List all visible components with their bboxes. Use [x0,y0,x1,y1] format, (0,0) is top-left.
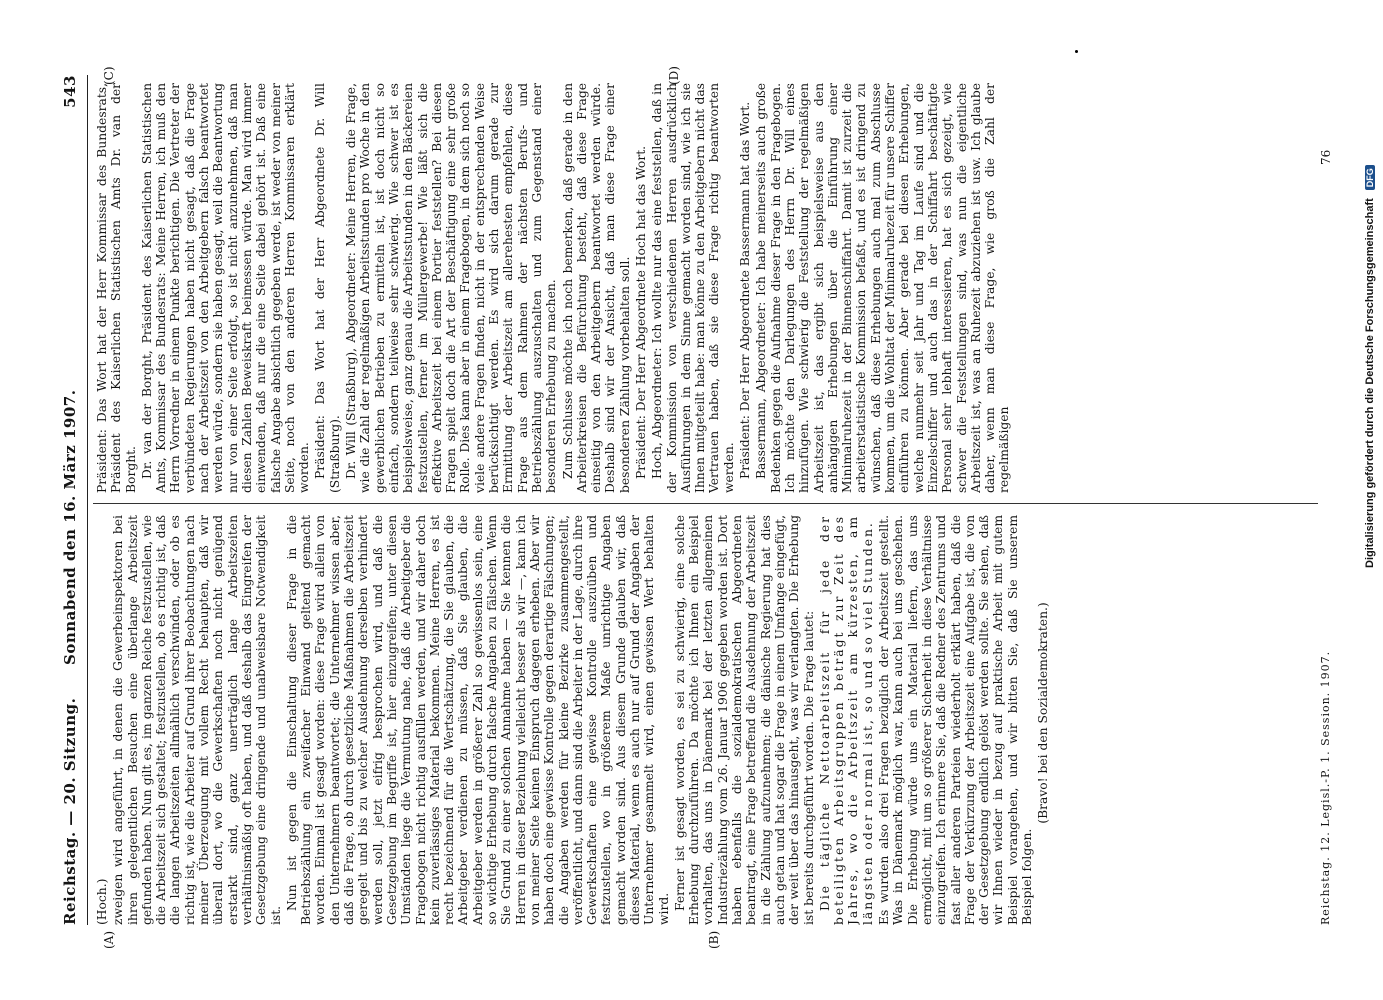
speaker-head: (Hoch.) [95,878,109,925]
signature-mark: 76 [1319,149,1333,165]
header-date: Sonnabend den 16. März 1907. [61,389,79,665]
left-quote: Die tägliche Nettoarbeitszeit für jede der beteiligten Arbeitsgruppen beträgt zur Zeit des Jahres, wo die Arbeitszeit am kürzesten, am längsten oder normal ist, so und so viel Stunden. [817,515,875,925]
right-paragraph-4: Dr. Will (Straßburg), Abgeordneter: Meine Herren, die Frage, wie die Zahl der regelmäßigen Arbeitsstunden pro Woche in den gewerblichen Betrieben zu ermitteln ist, ist doch nicht so einfach, sondern teilweise sehr schwierig. Wie schwer ist es beispielsweise, ganz genau die Arbeitsstunden in den Bäckereien festzustellen, ferner im Müllergewerbe! Wie läßt sich die effektive Arbeitszeit bei einem Portier feststellen? Bei diesen Fragen spielt doch die Art der Beschäftigung eine sehr große Rolle. Dies kann aber in einem Fragebogen, in dem sich noch so viele andere Fragen finden, nicht in der entsprechenden Weise berücksichtigt werden. Es wird sich darum gerade zur Ermittlung der Arbeitszeit am allerehesten empfehlen, diese Frage aus dem Rahmen der nächsten Berufs- und Betriebszählung auszuschalten und zum Gegenstand einer besonderen Erhebung zu machen. [344,83,559,493]
right-paragraph-5: Zum Schlusse möchte ich noch bemerken, daß gerade in den Arbeiterkreisen die Befürchtung besteht, daß diese Frage einseitig von den Arbeitgebern beantwortet werden würde. Deshalb sind wir der Ansicht, daß man diese Frage einer besonderen Zählung vorbehalten soll. [560,83,632,493]
right-paragraph-2: Dr. van der Borght, Präsident des Kaiserlichen Statistischen Amts, Kommissar des Bundesrats: Meine Herren, ich muß den Herrn Vorredner in einem Punkte berichtigen. Die Vertreter der verbündeten Regierungen haben nicht gesagt, daß die Frage nach der Arbeitszeit von den Arbeitgebern falsch beantwortet werden würde, sondern sie haben gesagt, weil die Beantwortung nur von einer Seite erfolgt, so ist nicht anzunehmen, daß man diesen Zahlen Beweiskraft beimessen würde. Man wird immer einwenden, daß nur die eine Seite dabei gehört ist. Daß eine falsche Angabe absichtlich gegeben werde, ist weder von meiner Seite, noch von den anderen Herren Kommissaren erklärt worden. [139,83,312,493]
left-paragraph-5: Es wurden also drei Fragen bezüglich der Arbeitszeit gestellt. Was in Dänemark möglich war, kann auch bei uns geschehen. Die Erhebung würde uns ein Material liefern, das uns ermöglicht, mit um so größerer Sicherheit in diese Verhältnisse einzugreifen. Ich erinnere Sie, daß die Redner des Zentrums und fast aller anderen Parteien wiederholt erklärt haben, daß die Frage der Verkürzung der Arbeitszeit eine Aufgabe ist, die von der Gesetzgebung endlich gelöst werden sollte. Sie sehen, daß wir Ihnen wieder in bezug auf praktische Arbeit mit gutem Beispiel vorangehen, und wir bitten Sie, daß Sie unserem Beispiel folgen. [877,515,1034,925]
page-header [57,75,87,925]
marker-a: (A) [102,930,116,949]
marker-b: (B) [707,930,721,949]
page-footer [1319,651,1332,925]
right-paragraph-8: Präsident: Der Herr Abgeordnete Bassermann hat das Wort. [738,101,753,479]
right-paragraph-1: Präsident: Das Wort hat der Herr Kommissar des Bundesrats, Präsident des Kaiserlichen Statistischen Amts Dr. van der Borght. [95,83,138,493]
left-column [95,515,1335,925]
left-paragraph-1: zweigen wird angeführt, in denen die Gewerbeinspektoren bei ihren gelegentlichen Besuchen eine überlange Arbeitszeit gefunden haben. Nun gilt es, im ganzen Reiche festzustellen, wie die Arbeitszeit sich gestaltet; festzustellen, ob es richtig ist, daß die langen Arbeitszeiten allmählich verschwinden, oder ob es richtig ist, wie die Arbeiter auf Grund ihrer Beobachtungen nach meiner Überzeugung mit vollem Recht behaupten, daß wir überall dort, wo die Gewerkschaften noch nicht genügend erstarkt sind, ganz unerträglich lange Arbeitszeiten verhältnismäßig oft haben, und daß deshalb das Eingreifen der Gesetzgebung eine dringende und unabweisbare Notwendigkeit ist. [111,515,283,925]
marker-c: (C) [102,66,116,85]
attribution-strip [1360,8,1382,568]
left-paragraph-3: Ferner ist gesagt worden, es sei zu schwierig, eine solche Erhebung durchzuführen. Da möchte ich Ihnen ein Beispiel vorhalten, das uns in Dänemark bei der letzten allgemeinen Industriezählung vom 26. Januar 1906 gegeben worden ist. Dort haben ebenfalls die sozialdemokratischen Abgeordneten beantragt, eine Frage betreffend die Ausdehnung der Arbeitszeit in die Zählung aufzunehmen; die dänische Regierung hat dies auch getan und hat sogar die Frage in einem Umfange eingefügt, der weit über das hinausgeht, was wir verlangten. Die Erhebung ist bereits durchgeführt worden. Die Frage lautet: [672,515,816,925]
dfg-logo: DFG [1365,165,1375,190]
applause-note: (Bravo! bei den Sozialdemokraten.) [1036,602,1051,824]
right-paragraph-6: Präsident: Der Herr Abgeordnete Hoch hat das Wort. [633,145,648,479]
left-paragraph-2: Nun ist gegen die Einschaltung dieser Frage in die Betriebszählung ein zweifacher Einwand geltend gemacht worden. Einmal ist gesagt worden: diese Frage wird allein von den Unternehmern beantwortet; die Unternehmer wissen aber, daß die Frage, ob durch gesetzliche Maßnahmen die Arbeitszeit geregelt und bis zu welcher Ausdehnung derselben verhindert werden soll, jetzt eifrig besprochen wird, und daß die Gesetzgebung im Begriffe ist, hier einzugreifen; unter diesen Umständen liege die Vermutung nahe, daß die Arbeitgeber die Fragebogen nicht richtig ausfüllen werden, und wir daher doch kein zuverlässiges Material bekommen. Meine Herren, es ist recht bezeichnend für die Wertschätzung, die Sie glauben, die Arbeitgeber verdienen zu müssen, daß Sie glauben, die Arbeitgeber werden in größerer Zahl so gewissenlos sein, eine so wichtige Erhebung durch falsche Angaben zu fälschen. Wenn Sie Grund zu einer solchen Annahme haben — Sie kennen die Herren in dieser Beziehung vielleicht besser als wir —, kann ich von meiner Seite keinen Einspruch dagegen erheben. Aber wir haben doch eine gewisse Kontrolle gegen derartige Fälschungen; die Angaben werden für kleine Bezirke zusammengestellt, veröffentlicht, und dann sind die Arbeiter in der Lage, durch ihre Gewerkschaften eine gewisse Kontrolle auszuüben und festzustellen, wo in größerem Maße unrichtige Angaben gemacht worden sind. Aus diesem Grunde glauben wir, daß dieses Material, wenn es auch nur auf Grund der Angaben der Unternehmer gesammelt wird, einen gewissen Wert behalten wird. [284,515,671,925]
footer-citation: Reichstag. 12. Legisl.-P. 1. Session. 1907. [1319,650,1332,925]
attribution-text: Digitalisierung gefördert durch die Deutsche Forschungsgemeinschaft [1364,198,1376,568]
header-rule [87,75,88,925]
marker-d: (D) [667,66,681,85]
page-number: 543 [61,75,79,108]
speck [1075,50,1078,53]
right-paragraph-3: Präsident: Das Wort hat der Herr Abgeordnete Dr. Will (Straßburg). [313,83,342,493]
right-column [95,83,1335,493]
right-paragraph-9: Bassermann, Abgeordneter: Ich habe meinerseits auch große Bedenken gegen die Aufnahme dieser Frage in den Fragebogen. Ich möchte den Darlegungen des Herrn Dr. Will eines hinzufügen. Wie schwierig die Feststellung der regelmäßigen Arbeitszeit ist, das ergibt sich beispielsweise aus den anhängigen Erhebungen über die Einführung einer Minimalruhezeit in der Binnenschiffahrt. Damit ist zurzeit die arbeiterstatistische Kommission befaßt, und es ist dringend zu wünschen, daß diese Erhebungen auch mal zum Abschlusse kommen, um die Wohltat der Minimalruhezeit für unsere Schiffer einführen zu können. Aber gerade bei diesen Erhebungen, welche nunmehr seit Jahr und Tag im Laufe sind und die Einzelschiffer und auch das in der Schiffahrt beschäftigte Personal sehr lebhaft interessieren, hat es sich gezeigt, wie schwer die Feststellungen sind, was nun die eigentliche Arbeitszeit ist, was an Ruhezeit abzuziehen ist usw. Ich glaube daher, wenn man diese Frage, wie groß die Zahl der regelmäßigen [754,83,1012,493]
column-divider [93,503,1318,504]
right-paragraph-7: Hoch, Abgeordneter: Ich wollte nur das eine feststellen, daß in der Kommission von verschiedenen Herren ausdrücklich Ausführungen in dem Sinne gemacht worden sind, wie ich sie Ihnen mitgeteilt habe: man könne zu den Arbeitgebern nicht das Vertrauen haben, daß sie diese Frage richtig beantworten werden. [650,83,736,493]
header-left: Reichstag. — 20. Sitzung. [61,697,79,925]
rotated-page [57,66,1357,949]
